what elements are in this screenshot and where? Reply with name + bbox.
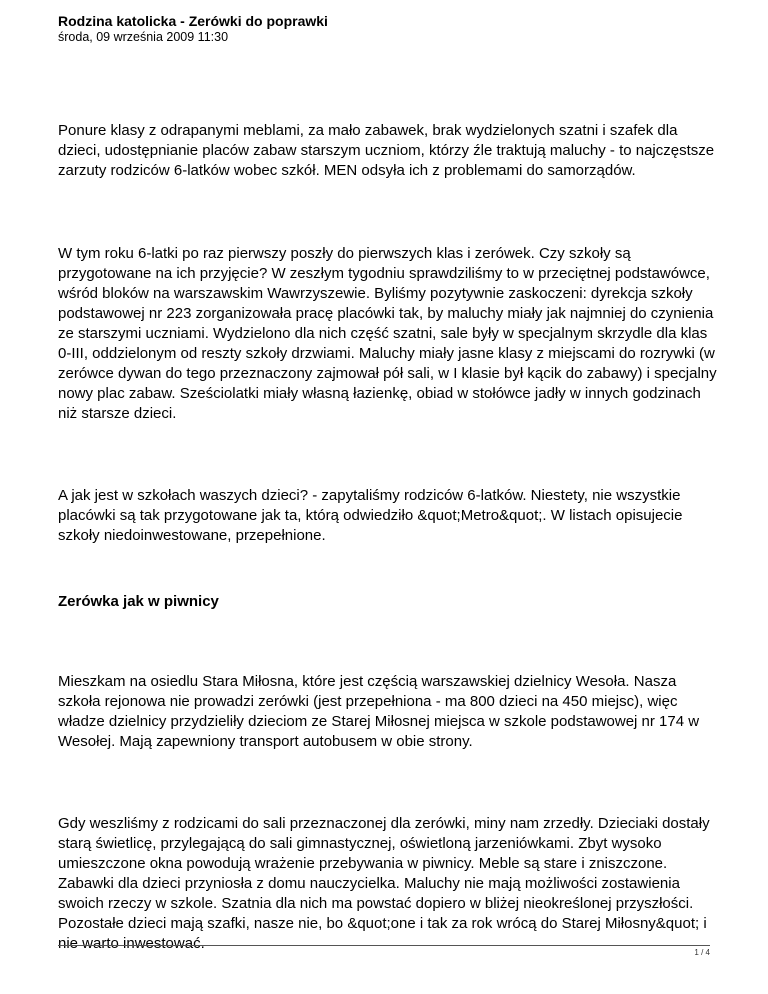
paragraph-spacer bbox=[58, 612, 718, 672]
page-number: 1 / 4 bbox=[694, 948, 710, 957]
footer-divider bbox=[58, 945, 710, 946]
paragraph-visit: W tym roku 6-latki po raz pierwszy poszły do pierwszych klas i zerówek. Czy szkoły są przygotowane na ich przyjęcie? W zeszłym tygodniu sprawdziliśmy to w przeciętnej podstawówce, wśród bloków na warszawskim Wawrzyszewie. Byliśmy pozytywnie zaskoczeni: dyrekcja szkoły podstawowej nr 223 zorganizowała pracę placówki tak, by maluchy miały jak najmniej do czynienia ze starszymi uczniami. Wydzielono dla nich część szatni, sale były w specjalnym skrzydle dla klas 0-III, oddzielonym od reszty szkoły drzwiami. Maluchy miały jasne klasy z miejscami do rozrywki (w zerówce dywan do tego przeznaczony zajmował pół sali, w I klasie był kącik do zabawy) i specjalny nowy plac zabaw. Sześciolatki miały własną łazienkę, obiad w stołówce jadły w innych godzinach niż starsze dzieci. bbox=[58, 245, 717, 422]
paragraph-classroom: Gdy weszliśmy z rodzicami do sali przeznaczonej dla zerówki, miny nam zrzedły. Dzieciaki dostały starą świetlicę, przylegającą do sali gimnastycznej, oświetloną jarzeniówkami. Zbyt wysoko umieszczone okna powodują wrażenie przebywania w piwnicy. Meble są stare i zniszczone. Zabawki dla dzieci przyniosła z domu nauczycielka. Maluchy nie mają możliwości zostawienia swoich rzeczy w szkole. Szatnia dla nich ma powstać dopiero w bliżej nieokreślonej przyszłości. Pozostałe dzieci mają szafki, nasze nie, bo &quot;one i tak za rok wrócą do Starej Miłosny&quot; i nie warto inwestować. bbox=[58, 815, 710, 952]
paragraph-spacer bbox=[58, 424, 718, 486]
paragraph-intro: Ponure klasy z odrapanymi meblami, za mało zabawek, brak wydzielonych szatni i szafek dla dzieci, udostępnianie placów zabaw starszym uczniom, którzy źle traktują maluchy - to najczęstsze zarzuty rodziców 6-latków wobec szkół. MEN odsyła ich z problemami do samorządów. bbox=[58, 122, 715, 179]
document-title: Rodzina katolicka - Zerówki do poprawki bbox=[58, 13, 328, 29]
article-body bbox=[58, 121, 718, 954]
paragraph-spacer bbox=[58, 181, 718, 244]
paragraph-spacer bbox=[58, 752, 718, 814]
section-heading: Zerówka jak w piwnicy bbox=[58, 593, 219, 610]
paragraph-location: Mieszkam na osiedlu Stara Miłosna, które jest częścią warszawskiej dzielnicy Wesoła. Nasza szkoła rejonowa nie prowadzi zerówki (jest przepełniona - ma 800 dzieci na 450 miejsc), więc władze dzielnicy przydzieliły dzieciom ze Starej Miłosnej miejsca w szkole podstawowej nr 174 w Wesołej. Mają zapewniony transport autobusem w obie strony. bbox=[58, 673, 700, 750]
document-date: środa, 09 września 2009 11:30 bbox=[58, 30, 229, 44]
document-header bbox=[58, 13, 708, 45]
paragraph-spacer bbox=[58, 546, 718, 592]
paragraph-question: A jak jest w szkołach waszych dzieci? - zapytaliśmy rodziców 6-latków. Niestety, nie wszystkie placówki są tak przygotowane jak ta, którą odwiedziło &quot;Metro&quot;. W listach opisujecie szkoły niedoinwestowane, przepełnione. bbox=[58, 487, 683, 544]
